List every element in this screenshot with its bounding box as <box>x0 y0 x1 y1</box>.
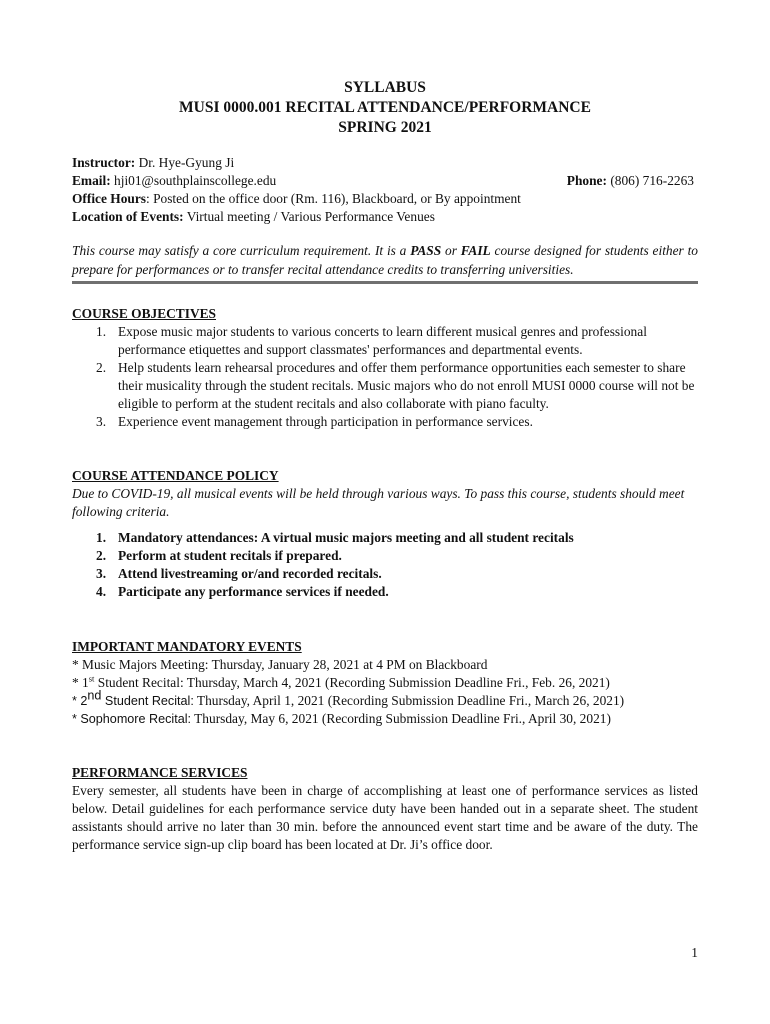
event-text: Thursday, May 6, 2021 (Recording Submission Deadline Fri., April 30, 2021) <box>191 711 611 726</box>
syllabus-title <box>72 78 698 138</box>
page-number: 1 <box>691 945 698 960</box>
list-text: Attend livestreaming or/and recorded recitals. <box>118 566 382 581</box>
event-item <box>72 674 698 692</box>
events-section <box>72 638 698 728</box>
event-text: Thursday, April 1, 2021 (Recording Submission Deadline Fri., March 26, 2021) <box>193 693 625 708</box>
list-number: 2. <box>96 548 107 563</box>
event-name: Student Recital: <box>101 694 194 708</box>
list-number: 1. <box>96 530 107 545</box>
attendance-list <box>72 529 698 601</box>
list-text: Help students learn rehearsal procedures and offer them performance opportunities each semester to share their musicality through the student recitals. Music majors who do not enroll MUSI 0000 course will not be eligible to perform at the student recitals and also collaborate with piano faculty. <box>118 360 695 411</box>
intro-fail: FAIL <box>460 243 491 258</box>
attendance-heading: COURSE ATTENDANCE POLICY <box>72 468 279 483</box>
services-body: Every semester, all students have been in charge of accomplishing at least one of performance services as listed below. Detail guidelines for each performance service duty have been handed out in a separate sheet. The student assistants should arrive no later than 30 min. before the announced event start time and be aware of the duty. The performance service sign-up clip board has been located at Dr. Ji’s office door. <box>72 783 698 852</box>
list-item <box>72 359 698 413</box>
list-text: Participate any performance services if needed. <box>118 584 389 599</box>
intro-pass: PASS <box>410 243 442 258</box>
instructor-value: Dr. Hye-Gyung Ji <box>135 155 235 170</box>
list-number: 2. <box>96 360 107 375</box>
events-heading: IMPORTANT MANDATORY EVENTS <box>72 639 302 654</box>
instructor-label: Instructor: <box>72 155 136 170</box>
intro-or: or <box>441 243 461 258</box>
event-name: * Sophomore Recital: <box>72 712 192 726</box>
course-info <box>72 154 698 226</box>
event-item <box>72 710 698 728</box>
email-value: hji01@southplainscollege.edu <box>110 173 277 188</box>
title-line-3: SPRING 2021 <box>338 119 432 136</box>
event-prefix: * 2 <box>72 694 88 708</box>
objectives-section <box>72 305 698 431</box>
event-ordinal: nd <box>87 688 102 703</box>
section-divider <box>72 281 698 284</box>
phone-label: Phone: <box>566 173 607 188</box>
list-number: 1. <box>96 324 107 339</box>
attendance-section <box>72 467 698 601</box>
title-line-2: MUSI 0000.001 RECITAL ATTENDANCE/PERFORMANCE <box>179 99 591 116</box>
email-label: Email: <box>72 173 111 188</box>
title-line-1: SYLLABUS <box>344 79 426 96</box>
event-prefix: * 1 <box>72 675 89 690</box>
list-number: 3. <box>96 414 107 429</box>
list-item <box>72 547 698 565</box>
services-section <box>72 764 698 854</box>
attendance-intro: Due to COVID-19, all musical events will be held through various ways. To pass this course, students should meet following criteria. <box>72 486 685 519</box>
list-text: Expose music major students to various concerts to learn different musical genres and professional performance etiquettes and support classmates' performances and departmental events. <box>118 324 647 357</box>
list-number: 3. <box>96 566 107 581</box>
list-text: Perform at student recitals if prepared. <box>118 548 342 563</box>
course-intro <box>72 242 698 279</box>
list-item <box>72 583 698 601</box>
intro-text-2: course designed for students either to prepare for performances or to transfer recital attendance credits to transferring universities. <box>72 243 698 277</box>
event-ordinal: st <box>88 673 95 684</box>
list-text: Mandatory attendances: A virtual music majors meeting and all student recitals <box>118 530 574 545</box>
email-phone-line <box>72 172 698 190</box>
location-label: Location of Events: <box>72 209 184 224</box>
instructor-line <box>72 154 698 172</box>
list-item <box>72 413 698 431</box>
location-line <box>72 208 698 226</box>
office-hours-label: Office Hours <box>72 191 147 206</box>
document-content <box>72 78 698 854</box>
office-hours-line <box>72 190 698 208</box>
event-item <box>72 688 698 710</box>
list-item <box>72 323 698 359</box>
objectives-heading: COURSE OBJECTIVES <box>72 306 216 321</box>
services-heading: PERFORMANCE SERVICES <box>72 765 248 780</box>
list-item <box>72 529 698 547</box>
office-hours-value: : Posted on the office door (Rm. 116), Blackboard, or By appointment <box>146 191 521 206</box>
event-item: * Music Majors Meeting: Thursday, January 28, 2021 at 4 PM on Blackboard <box>72 657 488 672</box>
list-item <box>72 565 698 583</box>
intro-text-1: This course may satisfy a core curriculum requirement. It is a <box>72 243 411 258</box>
list-number: 4. <box>96 584 107 599</box>
phone-value: (806) 716-2263 <box>606 173 694 188</box>
objectives-list <box>72 323 698 431</box>
list-text: Experience event management through participation in performance services. <box>118 414 533 429</box>
event-text: Student Recital: Thursday, March 4, 2021 (Recording Submission Deadline Fri., Feb. 26, 2021) <box>94 675 610 690</box>
location-value: Virtual meeting / Various Performance Venues <box>183 209 435 224</box>
